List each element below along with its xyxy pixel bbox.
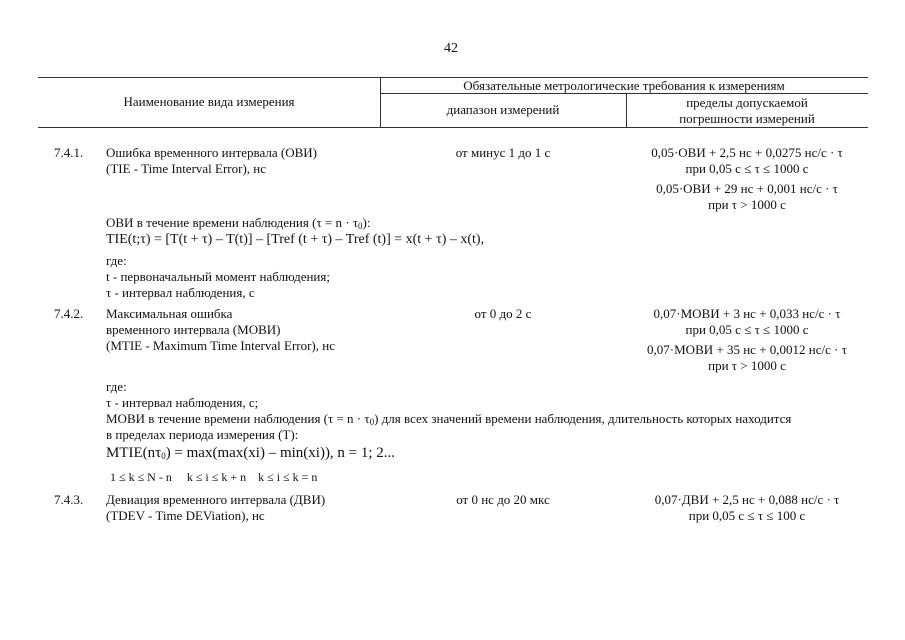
measurement-range: от 0 до 2 с <box>474 306 532 321</box>
error-limit-a-line-2: при 0,05 с ≤ τ ≤ 1000 с <box>685 161 809 176</box>
where-label: где: <box>106 379 127 394</box>
error-limit-b-line-1: 0,05·ОВИ + 29 нс + 0,001 нс/с · τ <box>656 181 838 196</box>
row-number: 7.4.2. <box>54 306 84 321</box>
header-requirements-group: Обязательные метрологические требования к измерениям <box>463 78 785 93</box>
error-limit-a-line-2: при 0,05 с ≤ τ ≤ 1000 с <box>685 322 809 337</box>
measurement-name-line-1: Ошибка временного интервала (ОВИ) <box>106 145 318 160</box>
header-error-column-line-1: пределы допускаемой <box>686 95 808 110</box>
measurement-name-line-2: (TDEV - Time DEViation), нс <box>106 508 265 523</box>
measurement-name-line-2: (TIE - Time Interval Error), нс <box>106 161 267 176</box>
header-bottom-rule <box>38 127 868 128</box>
error-limit-a-line-1: 0,05·ОВИ + 2,5 нс + 0,0275 нс/с · τ <box>651 145 843 160</box>
measurement-name-line-1: Максимальная ошибка <box>106 306 233 321</box>
error-limit-a-line-1: 0,07·ДВИ + 2,5 нс + 0,088 нс/с · τ <box>654 492 840 507</box>
definition-line-1: t - первоначальный момент наблюдения; <box>106 269 330 284</box>
error-limit-b-line-1: 0,07·МОВИ + 35 нс + 0,0012 нс/с · τ <box>647 342 847 357</box>
error-limit-a-line-2: при 0,05 с ≤ τ ≤ 100 с <box>688 508 806 523</box>
row-number: 7.4.1. <box>54 145 84 160</box>
where-label: где: <box>106 253 127 268</box>
header-range-column: диапазон измерений <box>446 102 560 117</box>
formula-conditions: 1 ≤ k ≤ N - n k ≤ i ≤ k + n k ≤ i ≤ k = n <box>110 470 318 484</box>
note-definition: ОВИ в течение времени наблюдения $(\tau = n \cdot \tau_0)$: <box>106 215 371 231</box>
formula-mtie: $MTIE(n\tau_0) = \max(\max(xi) - \min(xi))$, n = 1; 2... <box>106 445 396 461</box>
definition-line-2: МОВИ в течение времени наблюдения $(\tau = n \cdot \tau_0)$ для всех значений времени наблюдения, длительность которых находится <box>106 411 792 427</box>
definition-line-3: в пределах периода измерения (T): <box>106 427 299 442</box>
error-limit-a-line-1: 0,07·МОВИ + 3 нс + 0,033 нс/с · τ <box>653 306 841 321</box>
formula-tie: TIE(t;τ) = [T(t + τ) – T(t)] – [Tref (t + τ) – Tref (t)] = x(t + τ) – x(t), <box>106 232 485 247</box>
header-name-column: Наименование вида измерения <box>123 94 295 109</box>
definition-line-1: τ - интервал наблюдения, с; <box>106 395 259 410</box>
measurement-range: от минус 1 до 1 с <box>455 145 551 160</box>
measurement-name-line-1: Девиация временного интервала (ДВИ) <box>106 492 326 507</box>
row-number: 7.4.3. <box>54 492 84 507</box>
error-limit-b-line-2: при τ > 1000 с <box>708 358 786 373</box>
measurement-name-line-3: (MTIE - Maximum Time Interval Error), нс <box>106 338 335 353</box>
measurement-name-line-2: временного интервала (МОВИ) <box>106 322 281 337</box>
page-number: 42 <box>444 41 458 56</box>
measurement-range: от 0 нс до 20 мкс <box>456 492 550 507</box>
error-limit-b-line-2: при τ > 1000 с <box>708 197 786 212</box>
definition-line-2: τ - интервал наблюдения, с <box>106 285 255 300</box>
header-error-column-line-2: погрешности измерений <box>679 111 815 126</box>
